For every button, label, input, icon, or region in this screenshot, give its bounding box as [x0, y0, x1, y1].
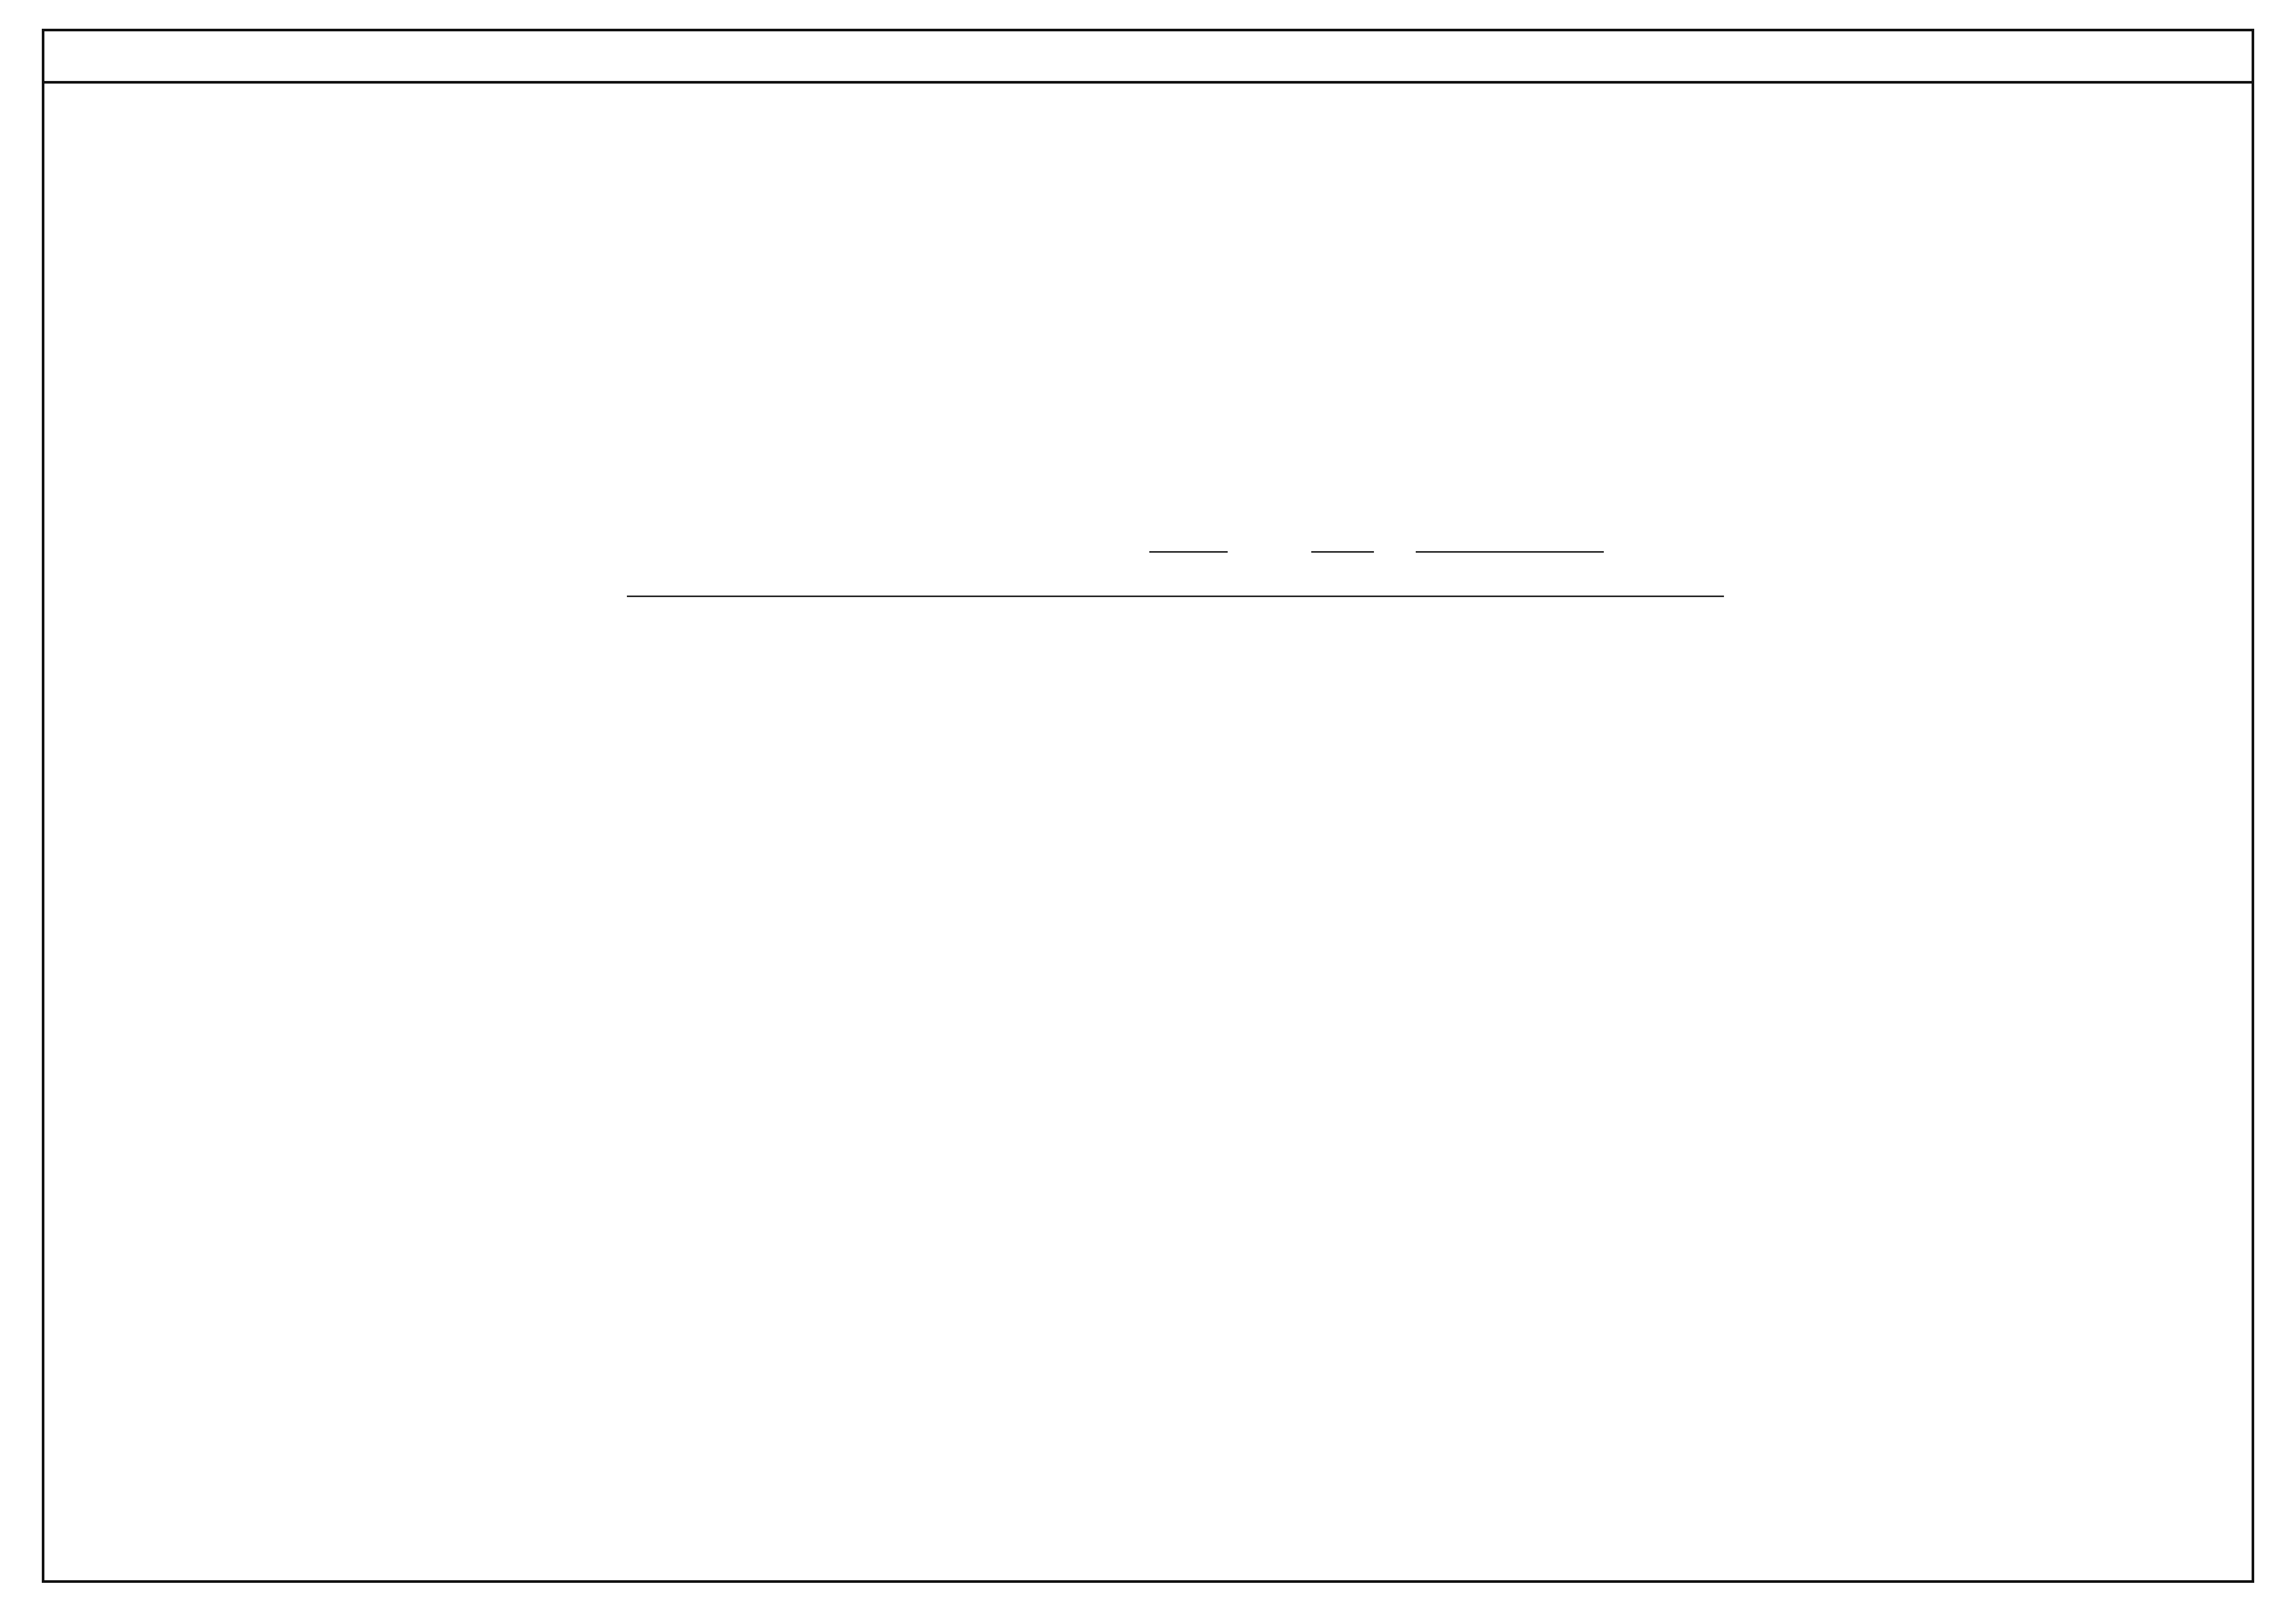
header-divider [42, 81, 2254, 84]
sheet-frame [42, 29, 2254, 1583]
